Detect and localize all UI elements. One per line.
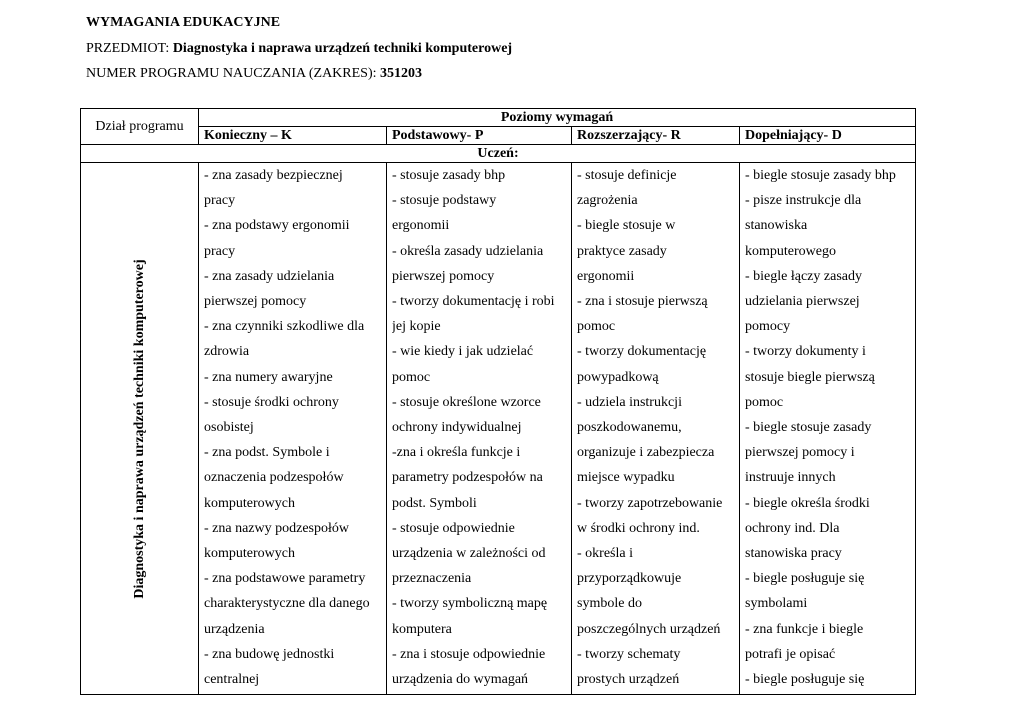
requirement-line: komputerowych [204,495,295,511]
requirements-table [80,108,916,695]
requirement-line: - zna podst. Symbole i [204,445,330,461]
requirement-line: pierwszej pomocy [204,294,307,310]
requirement-line: - stosuje środki ochrony [204,394,339,410]
requirement-line: urządzenia do wymagań [392,672,529,688]
requirement-line: stanowiska pracy [745,546,842,562]
requirement-line: stanowiska [745,218,808,234]
requirement-line: centralnej [204,672,260,688]
requirement-line: zagrożenia [577,193,638,209]
requirement-line: - biegle stosuje zasady [745,420,872,436]
requirement-line: - tworzy zapotrzebowanie [577,495,723,511]
section-header: Dział programu [81,109,199,145]
requirement-line: - biegle stosuje zasady bhp [745,168,896,183]
requirement-line: stosuje biegle pierwszą [745,369,875,385]
requirement-line: - tworzy dokumentację [577,344,707,360]
requirement-line: przyporządkowuje [577,571,682,587]
requirement-line: - zna budowę jednostki [204,646,335,662]
requirement-line: - pisze instrukcje dla [745,193,862,209]
requirement-line: instruuje innych [745,470,836,486]
section-name: Diagnostyka i naprawa urządzeń techniki komputerowej [131,258,147,599]
requirement-line: - biegle posługuje się [745,571,865,587]
requirement-line: przeznaczenia [392,571,472,587]
requirement-line: - zna podstawy ergonomii [204,218,350,234]
requirement-line: pomoc [392,369,431,385]
requirement-line: - określa i [577,546,633,562]
requirement-line: charakterystyczne dla danego [204,596,370,612]
requirement-line: - stosuje zasady bhp [392,168,506,183]
subject-label: PRZEDMIOT: [86,41,173,56]
requirement-line: -zna i określa funkcje i [392,445,521,461]
levels-row [81,127,916,145]
requirement-line: symbole do [577,596,642,612]
level-r: Rozszerzający- R [572,127,740,145]
requirement-line: - zna i stosuje pierwszą [577,294,708,310]
requirement-line: - zna zasady bezpiecznej [204,168,343,183]
requirement-line: parametry podzespołów na [392,470,543,486]
level-k: Konieczny – K [199,127,387,145]
requirement-line: pomoc [577,319,616,335]
requirement-line: w środki ochrony ind. [577,520,700,536]
requirement-line: powypadkową [577,369,659,385]
requirement-line: pracy [204,193,236,209]
requirement-line: organizuje i zabezpiecza [577,445,715,461]
level-d: Dopełniający- D [740,127,916,145]
requirement-line: pomoc [745,394,784,410]
requirement-line: - tworzy symboliczną mapę [392,596,548,612]
requirement-line: - zna podstawowe parametry [204,571,366,587]
requirement-line: - zna funkcje i biegle [745,621,864,637]
requirement-line: - biegle stosuje w [577,218,676,234]
requirement-line: jej kopie [392,319,441,335]
student-row [81,145,916,163]
levels-header-row [81,109,916,127]
requirement-line: - stosuje określone wzorce [392,394,541,410]
requirement-line: ochrony indywidualnej [392,420,522,436]
program-label: NUMER PROGRAMU NAUCZANIA (ZAKRES): [86,66,381,81]
requirement-line: - zna numery awaryjne [204,369,333,385]
requirement-line: ergonomii [577,268,635,284]
requirement-line: - zna zasady udzielania [204,268,335,284]
requirement-line: symbolami [745,596,808,612]
requirement-line: - określa zasady udzielania [392,243,544,259]
requirement-line: praktyce zasady [577,243,667,259]
level-p: Podstawowy- P [387,127,572,145]
requirement-line: komputerowych [204,546,295,562]
requirement-line: poszczególnych urządzeń [577,621,721,637]
requirement-line: - zna i stosuje odpowiednie [392,646,546,662]
subject-line [86,41,512,57]
program-value: 351203 [380,66,423,81]
requirement-line: komputerowego [745,243,836,259]
requirement-line: pomocy [745,319,791,335]
column-dopelniajacy [740,163,916,695]
requirement-line: poszkodowanemu, [577,420,682,436]
requirement-line: - zna nazwy podzespołów [204,520,350,536]
requirement-line: - biegle posługuje się [745,672,865,688]
subject-value: Diagnostyka i naprawa urządzeń techniki komputerowej [172,41,513,56]
requirement-line: ochrony ind. Dla [745,520,840,536]
requirement-line: pierwszej pomocy [392,268,495,284]
requirement-line: - biegle łączy zasady [745,268,862,284]
student-label: Uczeń: [81,145,916,163]
requirement-line: - stosuje odpowiednie [392,520,515,536]
requirement-line: urządzenia w zależności od [392,546,546,562]
content-row [81,163,916,695]
requirement-line: ergonomii [392,218,450,234]
requirement-line: - wie kiedy i jak udzielać [392,344,534,360]
requirement-line: zdrowia [204,344,250,360]
column-podstawowy [387,163,572,695]
requirement-line: - tworzy schematy [577,646,681,662]
requirement-line: udzielania pierwszej [745,294,860,310]
requirement-line: pracy [204,243,236,259]
section-name-cell [81,163,199,695]
requirement-line: - tworzy dokumentację i robi [392,294,555,310]
requirement-line: komputera [392,621,452,637]
requirement-line: prostych urządzeń [577,672,680,688]
column-konieczny [199,163,387,695]
requirement-line: podst. Symboli [392,495,477,511]
column-rozszerzajacy [572,163,740,695]
requirement-line: - udziela instrukcji [577,394,682,410]
requirement-line: - zna czynniki szkodliwe dla [204,319,365,335]
requirement-line: - stosuje definicje [577,168,677,183]
levels-header: Poziomy wymagań [199,109,916,127]
requirement-line: - biegle określa środki [745,495,870,511]
document-title: WYMAGANIA EDUKACYJNE [86,15,281,30]
requirement-line: urządzenia [204,621,265,637]
requirement-line: miejsce wypadku [577,470,675,486]
requirement-line: osobistej [204,420,254,436]
requirement-line: pierwszej pomocy i [745,445,855,461]
program-line [86,66,422,82]
requirement-line: oznaczenia podzespołów [204,470,344,486]
requirement-line: - stosuje podstawy [392,193,497,209]
requirement-line: - tworzy dokumenty i [745,344,866,360]
requirement-line: potrafi je opisać [745,646,836,662]
